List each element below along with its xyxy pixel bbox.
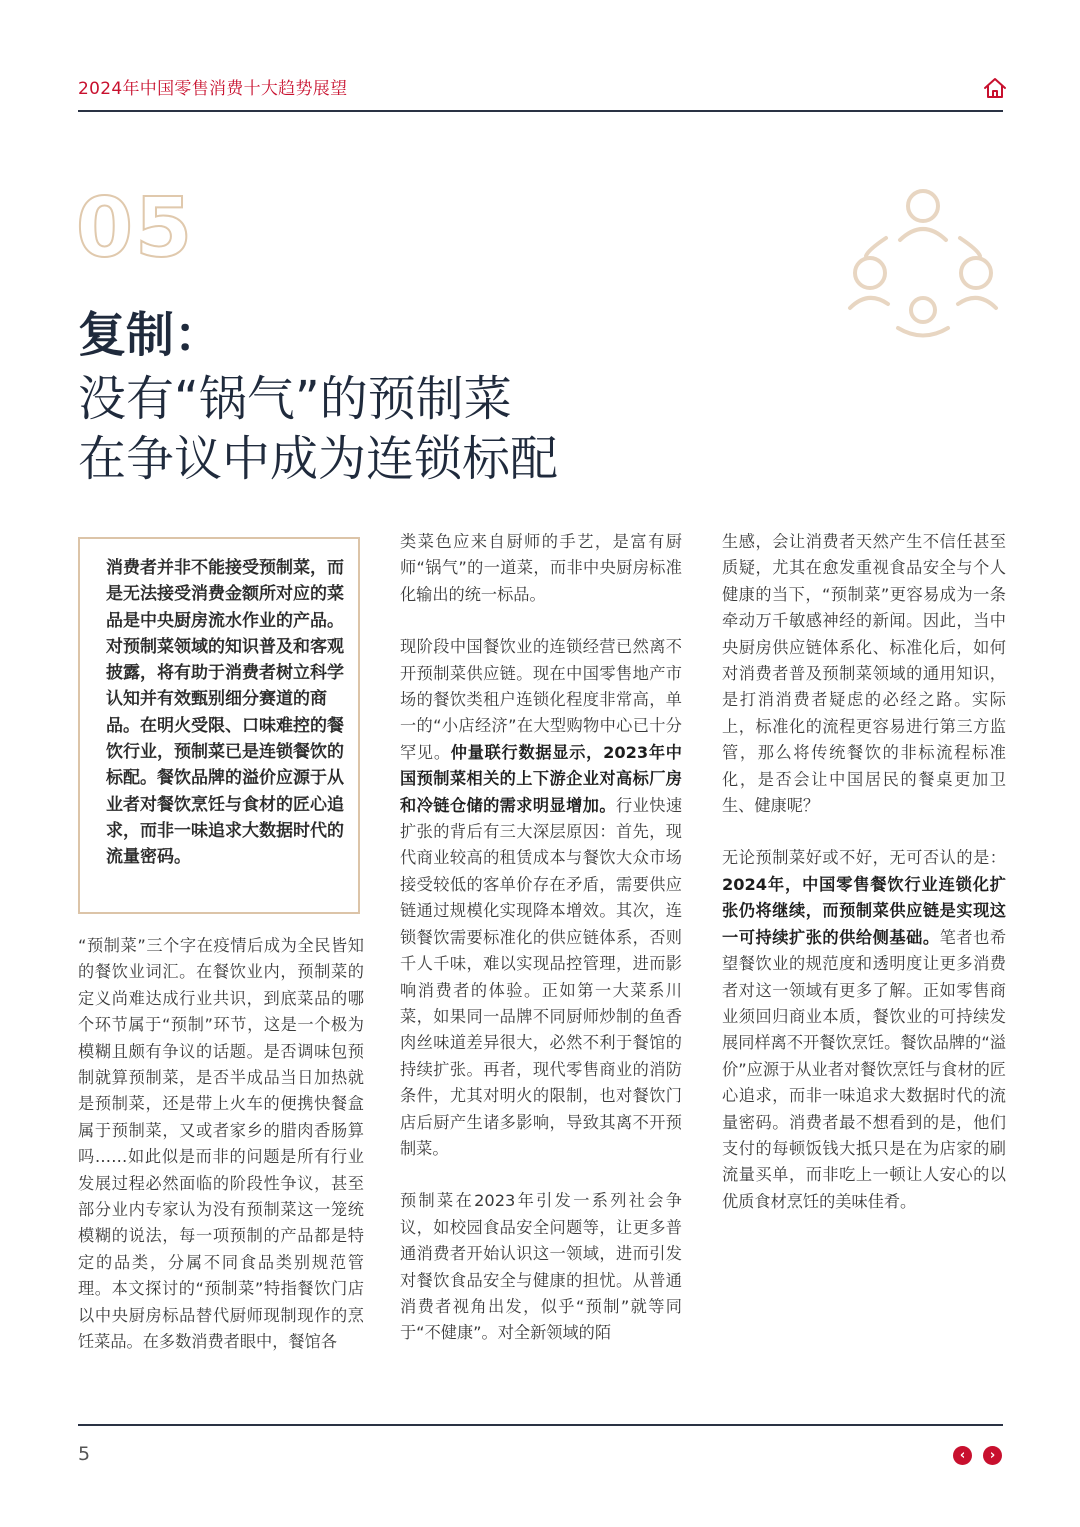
column-2 — [400, 529, 682, 1373]
section-title-bold: 复制： — [78, 307, 223, 363]
callout-box — [78, 537, 360, 914]
col3-paragraph-1: 生感，会让消费者天然产生不信任甚至质疑，尤其在愈发重视食品安全与个人健康的当下，“预制菜”更容易成为一条牵动万千敏感神经的新闻。因此，当中央厨房供应链体系化、标准化后，如何对消费者普及预制菜领域的通用知识，是打消消费者疑虑的必经之路。实际上，标准化的流程更容易进行第三方监管，那么将传统餐饮的非标流程标准化，是否会让中国居民的餐桌更加卫生、健康呢？ — [722, 532, 1006, 816]
document-header-title: 2024年中国零售消费十大趋势展望 — [78, 79, 348, 99]
home-icon[interactable] — [983, 77, 1007, 99]
col2-paragraph-3: 预制菜在2023年引发一系列社会争议，如校园食品安全问题等，让更多普通消费者开始认识这一领域，进而引发对餐饮食品安全与健康的担忧。从普通消费者视角出发，似乎“预制”就等同于“不健康”。对全新领域的陌 — [400, 1191, 682, 1343]
column-3 — [722, 529, 1006, 1241]
people-circle-icon — [838, 178, 1008, 348]
col1-paragraph-1: “预制菜”三个字在疫情后成为全民皆知的餐饮业词汇。在餐饮业内，预制菜的定义尚难达成行业共识，到底菜品的哪个环节属于“预制”环节，这是一个极为模糊且颇有争议的话题。是否调味包预制就算预制菜，是否半成品当日加热就是预制菜，还是带上火车的便携快餐盒属于预制菜，又或者家乡的腊肉香肠算吗……如此似是而非的问题是所有行业发展过程必然面临的阶段性争议，甚至部分业内专家认为没有预制菜这一笼统模糊的说法，每一项预制的产品都是特定的品类，分属不同食品类别规范管理。本文探讨的“预制菜”特指餐饮门店以中央厨房标品替代厨师现制现作的烹饪菜品。在多数消费者眼中，餐馆各 — [78, 936, 364, 1352]
col2-paragraph-1: 类菜色应来自厨师的手艺，是富有厨师“锅气”的一道菜，而非中央厨房标准化输出的统一标品。 — [400, 532, 682, 604]
col2-paragraph-2 — [400, 634, 682, 1162]
section-title-line-1: 没有“锅气”的预制菜 — [78, 371, 512, 427]
previous-page-button[interactable]: ‹ — [953, 1446, 972, 1465]
section-number: 05 — [76, 181, 195, 276]
col2-paragraph-2-text-a: 现阶段中国餐饮业的连锁经营已然离不开预制菜供应链。现在中国零售地产市场的餐饮类租户连锁化程度非常高，单一的“小店经济”在大型购物中心已十分罕见。 — [400, 637, 682, 762]
page-number: 5 — [78, 1443, 91, 1465]
next-page-button[interactable]: › — [983, 1446, 1002, 1465]
col3-paragraph-2-text-a: 无论预制菜好或不好，无可否认的是： — [722, 848, 1006, 868]
footer-divider — [78, 1424, 1003, 1426]
col3-paragraph-2-highlight: 2024年，中国零售餐饮行业连锁化扩张仍将继续，而预制菜供应链是实现这一可持续扩张的供给侧基础。 — [722, 874, 1006, 947]
section-title-line-2: 在争议中成为连锁标配 — [78, 431, 559, 487]
col3-paragraph-2 — [722, 845, 1006, 1215]
col2-paragraph-2-highlight: 仲量联行数据显示，2023年中国预制菜相关的上下游企业对高标厂房和冷链仓储的需求明显增加。 — [400, 742, 682, 815]
col2-paragraph-2-text-b: 行业快速扩张的背后有三大深层原因：首先，现代商业较高的租赁成本与餐饮大众市场接受较低的客单价存在矛盾，需要供应链通过规模化实现降本增效。其次，连锁餐饮需要标准化的供应链体系，否则千人千味，难以实现品控管理，进而影响消费者的体验。正如第一大菜系川菜，如果同一品牌不同厨师炒制的鱼香肉丝味道差异很大，必然不利于餐馆的持续扩张。再者，现代零售商业的消防条件，尤其对明火的限制，也对餐饮门店后厨产生诸多影响，导致其离不开预制菜。 — [400, 795, 683, 1158]
callout-text: 消费者并非不能接受预制菜，而是无法接受消费金额所对应的菜品是中央厨房流水作业的产品。对预制菜领域的知识普及和客观披露，将有助于消费者树立科学认知并有效甄别细分赛道的商品。在明火受限、口味难控的餐饮行业，预制菜已是连锁餐饮的标配。餐饮品牌的溢价应源于从业者对餐饮烹饪与食材的匠心追求，而非一味追求大数据时代的流量密码。 — [106, 558, 344, 868]
col3-paragraph-2-text-b: 笔者也希望餐饮业的规范度和透明度让更多消费者对这一领域有更多了解。正如零售商业须回归商业本质，餐饮业的可持续发展同样离不开餐饮烹饪。餐饮品牌的“溢价”应源于从业者对餐饮烹饪与食材的匠心追求，而非一味追求大数据时代的流量密码。消费者最不想看到的是，他们支付的每顿饭钱大抵只是在为店家的刷流量买单，而非吃上一顿让人安心的以优质食材烹饪的美味佳肴。 — [722, 927, 1007, 1211]
header-divider — [78, 110, 1003, 112]
column-1-body — [78, 933, 364, 1382]
